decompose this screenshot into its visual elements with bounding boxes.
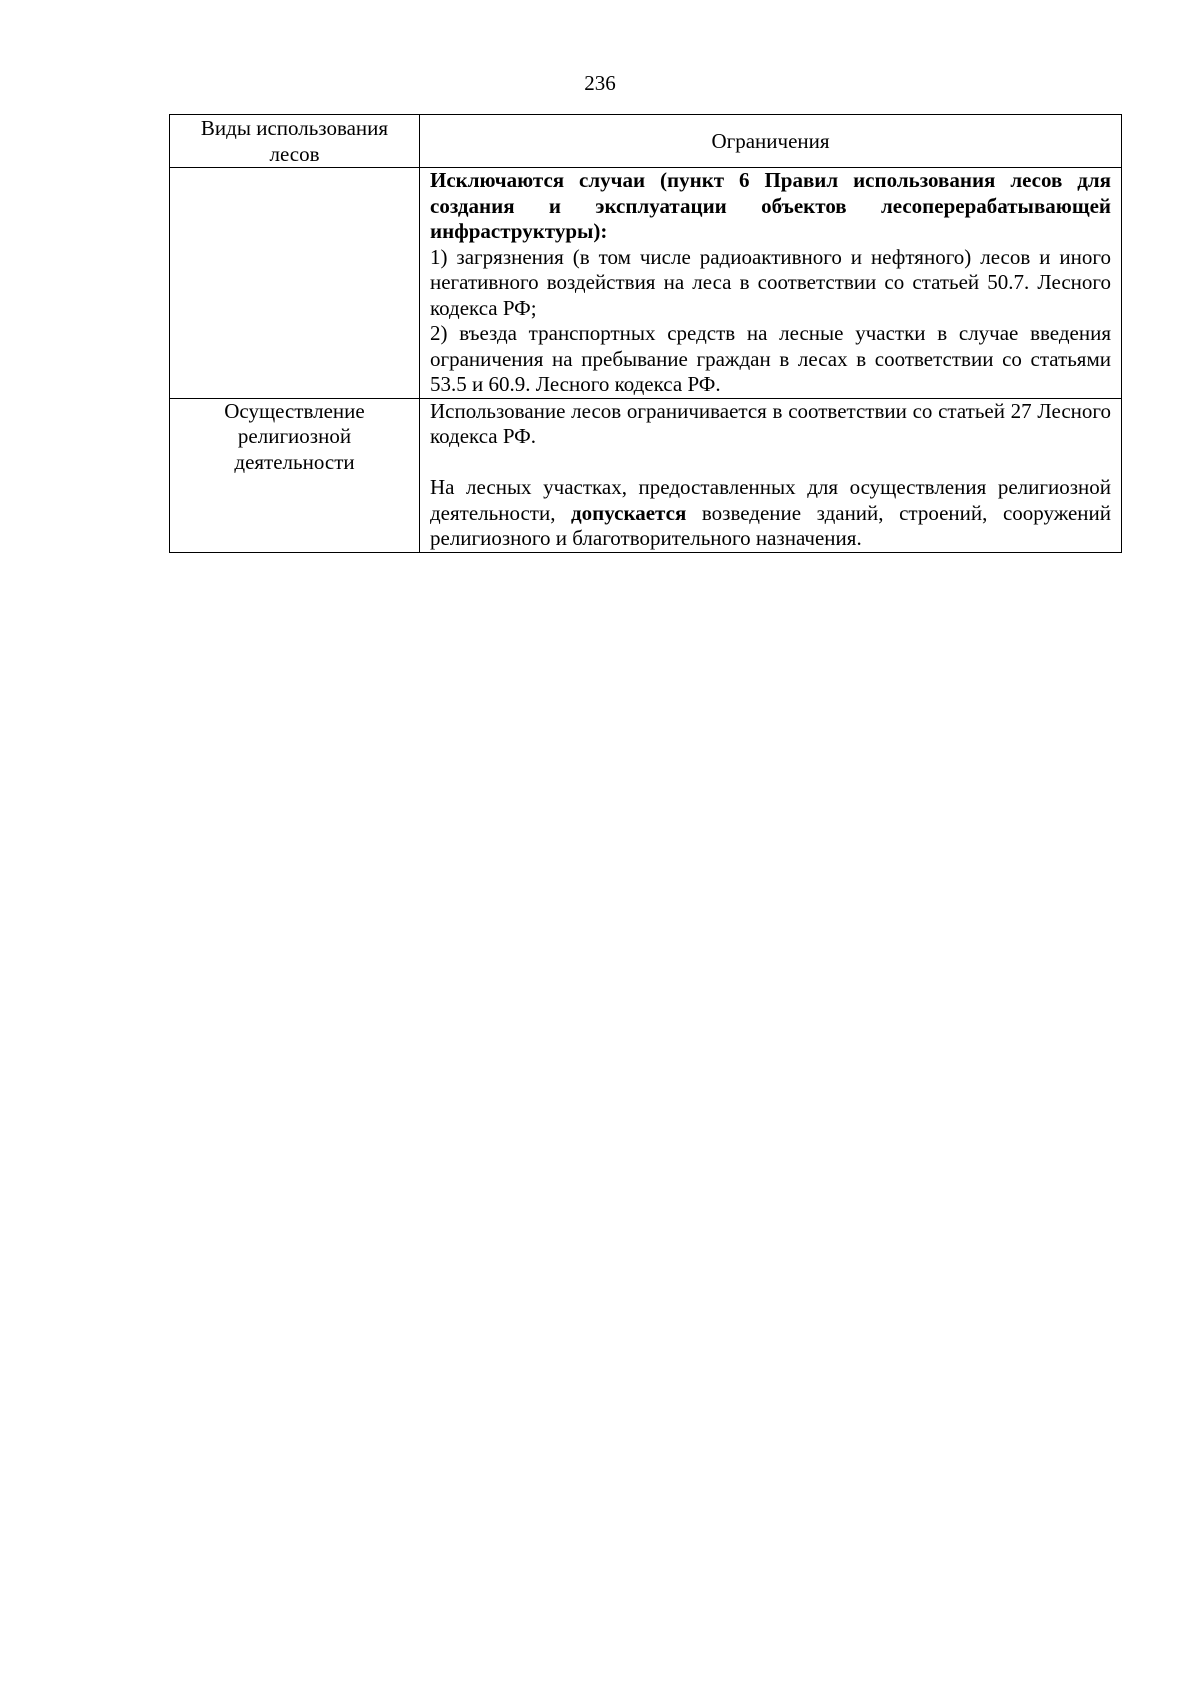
paragraph-text-end: возведение зданий, строений, сооружений религиозного и благотворительного назначения. [430, 500, 1111, 550]
row-2-kind: Осуществление религиозной деятельности [170, 398, 420, 552]
table-row [170, 168, 1122, 399]
religious-use-limit-paragraph: Использование лесов ограничивается в соответствии со статьей 27 Лесного кодекса РФ. [430, 398, 1111, 448]
header-forest-use-kind: Виды использования лесов [170, 115, 420, 168]
paragraph-spacer [430, 450, 1111, 476]
forest-use-restrictions-table [169, 114, 1122, 553]
exclusions-intro: Исключаются случаи (пункт 6 Правил использования лесов для создания и эксплуатации объектов лесоперерабатывающей инфраструктуры): [430, 168, 1111, 243]
exclusion-item-2: 2) въезда транспортных средств на лесные участки в случае введения ограничения на пребывание граждан в лесах в соответствии со статьями 53.5 и 60.9. Лесного кодекса РФ. [430, 321, 1111, 396]
permitted-keyword: допускается [571, 500, 687, 525]
table-header-row [170, 115, 1122, 168]
page-number: 236 [584, 71, 616, 95]
religious-construction-paragraph [430, 475, 1111, 552]
exclusion-item-1: 1) загрязнения (в том числе радиоактивного и нефтяного) лесов и иного негативного воздействия на леса в соответствии со статьей 50.7. Лесного кодекса РФ; [430, 244, 1111, 320]
row-1-restrictions [420, 168, 1122, 399]
header-restrictions: Ограничения [420, 115, 1122, 168]
paragraph-text-start: На лесных участках, предоставленных для осуществления религиозной деятельности, [430, 475, 1111, 525]
row-1-kind [170, 168, 420, 399]
table-row [170, 398, 1122, 552]
row-2-restrictions [420, 398, 1122, 552]
